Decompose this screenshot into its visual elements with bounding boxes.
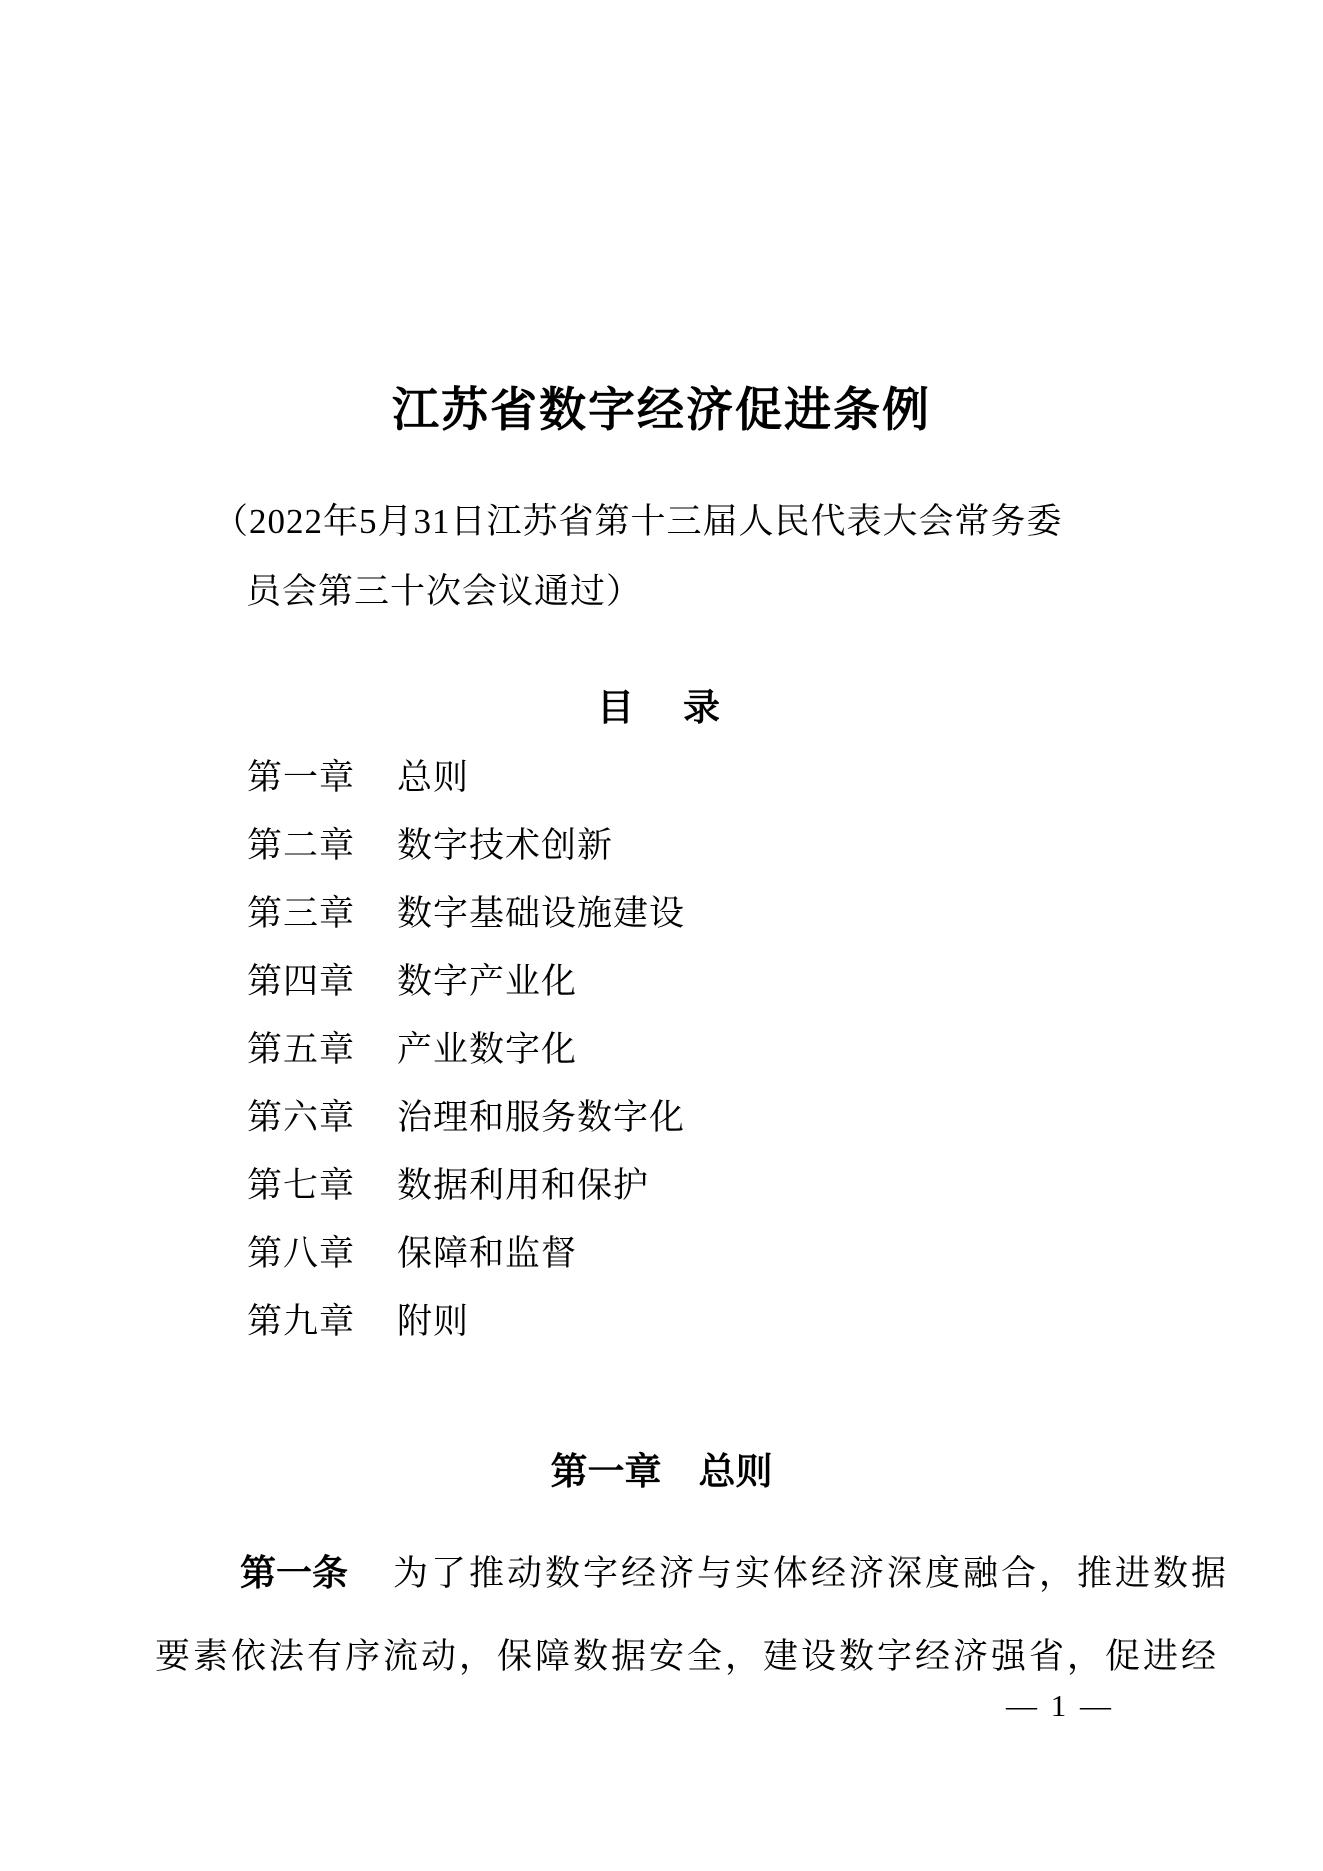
toc-item-chapter-7 [247, 1168, 685, 1203]
toc-chapter-title: 保障和监督 [397, 1234, 578, 1273]
toc-item-chapter-9 [247, 1304, 685, 1339]
toc-chapter-title: 数字技术创新 [397, 826, 614, 865]
toc-chapter-label: 第一章 [247, 758, 356, 797]
toc-item-chapter-8 [247, 1236, 685, 1271]
toc-chapter-label: 第五章 [247, 1030, 356, 1069]
toc-list [247, 760, 685, 1372]
toc-item-chapter-1 [247, 760, 685, 795]
toc-chapter-label: 第七章 [247, 1166, 356, 1205]
toc-heading: 目 录 [597, 688, 726, 729]
article-1-text: 为了推动数字经济与实体经济深度融合，推进数据 [393, 1554, 1230, 1593]
toc-item-chapter-6 [247, 1100, 685, 1135]
toc-item-chapter-3 [247, 896, 685, 931]
toc-chapter-label: 第二章 [247, 826, 356, 865]
article-1-label: 第一条 [240, 1552, 349, 1593]
enactment-note-line-1: （2022年5月31日江苏省第十三届人民代表大会常务委 [213, 502, 1063, 541]
toc-chapter-title: 附则 [397, 1302, 470, 1341]
toc-item-chapter-2 [247, 828, 685, 863]
toc-chapter-label: 第四章 [247, 962, 356, 1001]
toc-chapter-title: 产业数字化 [397, 1030, 578, 1069]
toc-chapter-label: 第六章 [247, 1098, 356, 1137]
toc-chapter-title: 数字产业化 [397, 962, 578, 1001]
toc-chapter-title: 数据利用和保护 [397, 1166, 650, 1205]
toc-chapter-title: 治理和服务数字化 [397, 1098, 686, 1137]
chapter-1-heading: 第一章 总则 [550, 1450, 773, 1492]
toc-item-chapter-4 [247, 964, 685, 999]
toc-item-chapter-5 [247, 1032, 685, 1067]
toc-chapter-title: 总则 [397, 758, 470, 797]
article-1-line-2: 要素依法有序流动，保障数据安全，建设数字经济强省，促进经 [155, 1637, 1220, 1676]
toc-chapter-label: 第八章 [247, 1234, 356, 1273]
toc-chapter-label: 第三章 [247, 894, 356, 933]
enactment-note-line-2: 员会第三十次会议通过） [246, 572, 643, 611]
page-number: — 1 — [1006, 1688, 1111, 1723]
article-1-line-1 [240, 1550, 1229, 1597]
toc-chapter-label: 第九章 [247, 1302, 356, 1341]
toc-chapter-title: 数字基础设施建设 [397, 894, 686, 933]
document-title: 江苏省数字经济促进条例 [392, 385, 931, 438]
